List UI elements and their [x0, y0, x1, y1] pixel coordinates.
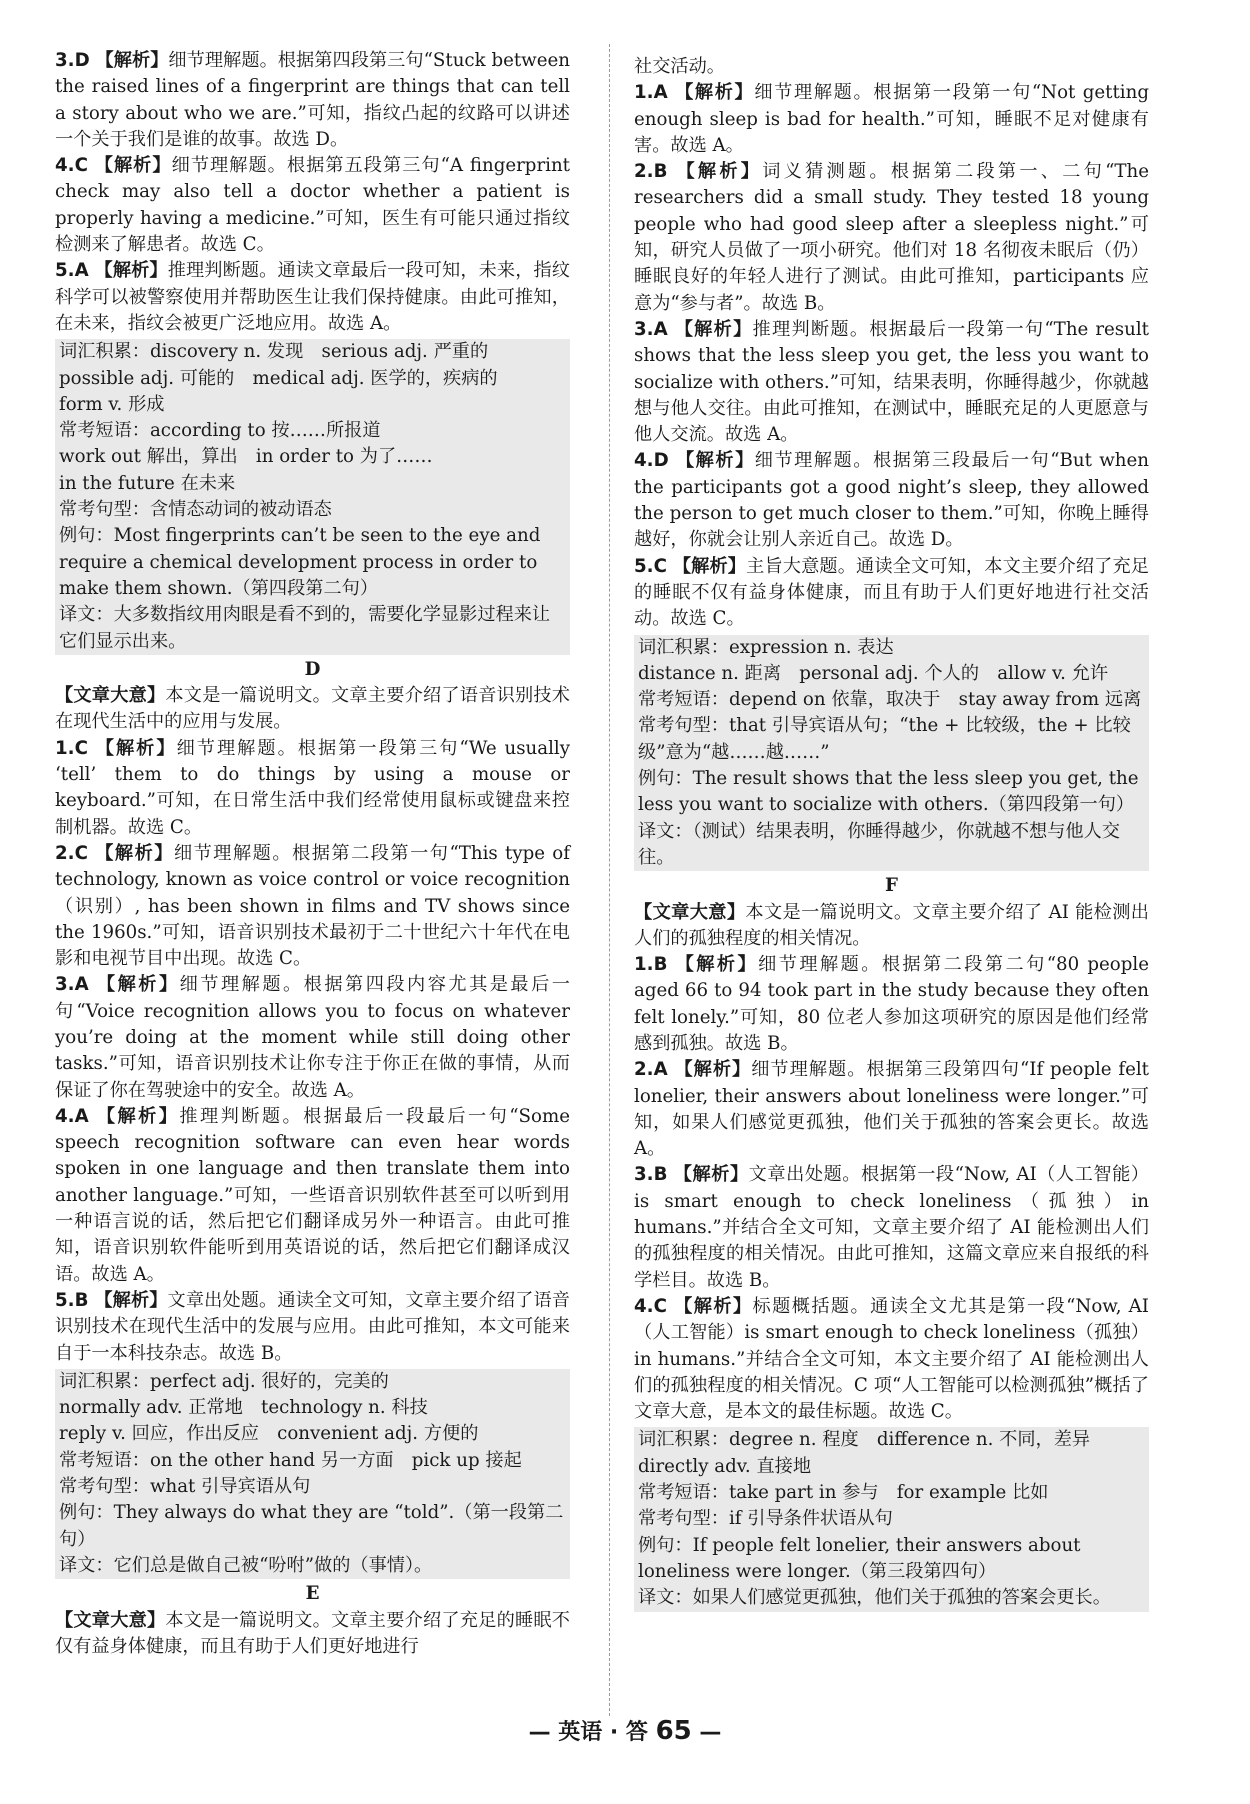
box-line: distance n. 距离 personal adj. 个人的 allow v. 允许 — [638, 662, 1109, 684]
answer-e2: 2.B 【解析】词义猜测题。根据第二段第一、二句“The researchers did a small study. They tested 18 young people who had good sleep after a sleepless night.”可知，研究人员做了一项小研究。他们对 18 名彻夜未眠后（仍）睡眠良好的年轻人进行了测试。由此可推知，participants 应意为“参与者”。故选 B。 — [634, 161, 1149, 314]
answer-d3: 3.A 【解析】细节理解题。根据第四段内容尤其是最后一句“Voice recognition allows you to focus on whatever you’re doing at the moment while still doing other tasks.”可知，语音识别技术让你专注于你正在做的事情，从而保证了你在驾驶途中的安全。故选 A。 — [55, 974, 570, 1101]
vocab-box-f — [634, 1427, 1149, 1611]
vocab-box-c — [55, 339, 570, 655]
left-column — [55, 48, 570, 1660]
answer-e5: 5.C 【解析】主旨大意题。通读全文可知，本文主要介绍了充足的睡眠不仅有益身体健康，而且有助于人们更好地进行社交活动。故选 C。 — [634, 555, 1149, 630]
box-line: 常考短语：depend on 依靠，取决于 stay away from 远离 — [638, 689, 1142, 711]
answer-3d: 3.D 【解析】细节理解题。根据第四段第三句“Stuck between the raised lines of a fingerprint are things that can tell a story about who we are.”可知，指纹凸起的纹路可以讲述一个关于我们是谁的故事。故选 D。 — [55, 50, 570, 150]
box-line: 译文：大多数指纹用肉眼是看不到的，需要化学显影过程来让它们显示出来。 — [59, 604, 551, 652]
box-line: 常考句型：if 引导条件状语从句 — [638, 1508, 893, 1530]
box-line: 词汇积累：degree n. 程度 difference n. 不同，差异 — [638, 1429, 1091, 1451]
box-line: 译文：如果人们感觉更孤独，他们关于孤独的答案会更长。 — [638, 1587, 1111, 1609]
box-line: 例句：If people felt lonelier, their answers about loneliness were longer.（第三段第四句） — [638, 1534, 1081, 1582]
answer-e3: 3.A 【解析】推理判断题。根据最后一段第一句“The result shows that the less sleep you get, the less you want to socialize with others.”可知，结果表明，你睡得越少，你就越想与他人交往。由此可推知，在测试中，睡眠充足的人更愿意与他人交流。故选 A。 — [634, 318, 1149, 446]
section-e-intro-continued: 社交活动。 — [634, 56, 725, 77]
section-f-intro: 【文章大意】本文是一篇说明文。文章主要介绍了 AI 能检测出人们的孤独程度的相关情况。 — [634, 901, 1149, 949]
box-line: reply v. 回应，作出反应 convenient adj. 方便的 — [59, 1423, 479, 1445]
box-line: 译文：它们总是做自己被“吩咐”做的（事情）。 — [59, 1554, 433, 1576]
answer-f3: 3.B 【解析】文章出处题。根据第一段“Now, AI（人工智能）is smart enough to check loneliness（孤独）in humans.”并结合全文可知，文章主要介绍了 AI 能检测出人们的孤独程度的相关情况。由此可推知，这篇文章应来自报纸的科学栏目。故选 B。 — [634, 1164, 1149, 1291]
box-line: 常考句型：what 引导宾语从句 — [59, 1476, 311, 1498]
box-line: 词汇积累：expression n. 表达 — [638, 636, 894, 658]
box-line: 词汇积累：discovery n. 发现 serious adj. 严重的 — [59, 341, 489, 363]
vocab-box-d — [55, 1369, 570, 1579]
section-d-intro: 【文章大意】本文是一篇说明文。文章主要介绍了语音识别技术在现代生活中的应用与发展。 — [55, 685, 570, 733]
answer-f4: 4.C 【解析】标题概括题。通读全文尤其是第一段“Now, AI（人工智能）is smart enough to check loneliness（孤独）in humans.”并结合全文可知，本文主要介绍了 AI 能检测出人们的孤独程度的相关情况。C 项“人工智能可以检测孤独”概括了文章大意，是本文的最佳标题。故选 C。 — [634, 1295, 1149, 1423]
page-number: 65 — [655, 1716, 692, 1746]
answer-d2: 2.C 【解析】细节理解题。根据第二段第一句“This type of technology, known as voice control or voice recognition（识别）, has been shown in films and TV shows since the 1960s.”可知，语音识别技术最初于二十世纪六十年代在电影和电视节目中出现。故选 C。 — [55, 842, 570, 970]
page-footer — [0, 1718, 1250, 1746]
answer-e1: 1.A 【解析】细节理解题。根据第一段第一句“Not getting enough sleep is bad for health.”可知，睡眠不足对健康有害。故选 A。 — [634, 82, 1149, 156]
box-line: 常考短语：take part in 参与 for example 比如 — [638, 1482, 1049, 1504]
box-line: 译文：（测试）结果表明，你睡得越少，你就越不想与他人交往。 — [638, 820, 1120, 868]
answer-4c: 4.C 【解析】细节理解题。根据第五段第三句“A fingerprint check may also tell a doctor whether a patient is properly having a medicine.”可知，医生有可能只通过指纹检测来了解患者。故选 C。 — [55, 155, 570, 256]
box-line: 词汇积累：perfect adj. 很好的，完美的 — [59, 1370, 389, 1392]
answer-d5: 5.B 【解析】文章出处题。通读全文可知，文章主要介绍了语音识别技术在现代生活中的发展与应用。由此可推知，本文可能来自于一本科技杂志。故选 B。 — [55, 1289, 570, 1364]
box-line: in the future 在未来 — [59, 472, 236, 494]
box-line: 常考句型：that 引导宾语从句；“the + 比较级，the + 比较级”意为“越……越……” — [638, 715, 1131, 763]
answer-5a: 5.A 【解析】推理判断题。通读文章最后一段可知，未来，指纹科学可以被警察使用并帮助医生让我们保持健康。由此可推知，在未来，指纹会被更广泛地应用。故选 A。 — [55, 260, 570, 334]
answer-d4: 4.A 【解析】推理判断题。根据最后一段最后一句“Some speech recognition software can even hear words spoken in one language and then translate them into another language.”可知，一些语音识别软件甚至可以听到用一种语言说的话，然后把它们翻译成另外一种语言。由此可推知，语音识别软件能听到用英语说的话，然后把它们翻译成汉语。故选 A。 — [55, 1105, 570, 1285]
right-column — [634, 54, 1149, 1614]
box-line: 例句：Most fingerprints can’t be seen to the eye and require a chemical development process in order to make them shown.（第四段第二句） — [59, 525, 541, 599]
answer-f2: 2.A 【解析】细节理解题。根据第三段第四句“If people felt lonelier, their answers about loneliness were longer.”可知，如果人们感觉更孤独，他们关于孤独的答案会更长。故选 A。 — [634, 1059, 1149, 1160]
section-d-heading: D — [304, 658, 321, 680]
box-line: 常考短语：on the other hand 另一方面 pick up 接起 — [59, 1449, 522, 1471]
answer-e4: 4.D 【解析】细节理解题。根据第三段最后一句“But when the participants got a good night’s sleep, they allowed the person to get much closer to them.”可知，你晚上睡得越好，你就会让别人亲近自己。故选 D。 — [634, 450, 1149, 551]
answer-d1: 1.C 【解析】细节理解题。根据第一段第三句“We usually ‘tell’ them to do things by using a mouse or keyboard.”可知，在日常生活中我们经常使用鼠标或键盘来控制机器。故选 C。 — [55, 737, 570, 838]
box-line: work out 解出，算出 in order to 为了…… — [59, 446, 433, 468]
column-divider — [609, 44, 610, 1716]
box-line: 例句：The result shows that the less sleep you get, the less you want to socialize with others.（第四段第一句） — [638, 768, 1139, 816]
answer-f1: 1.B 【解析】细节理解题。根据第二段第二句“80 people aged 66 to 94 took part in the study because they often felt lonely.”可知，80 位老人参加这项研究的原因是他们经常感到孤独。故选 B。 — [634, 954, 1149, 1054]
box-line: form v. 形成 — [59, 393, 165, 415]
box-line: directly adv. 直接地 — [638, 1455, 812, 1477]
box-line: possible adj. 可能的 medical adj. 医学的，疾病的 — [59, 367, 498, 389]
box-line: normally adv. 正常地 technology n. 科技 — [59, 1397, 428, 1419]
box-line: 常考短语：according to 按……所报道 — [59, 420, 381, 442]
box-line: 常考句型：含情态动词的被动语态 — [59, 499, 332, 521]
section-f-heading: F — [885, 875, 898, 897]
footer-suffix: — — [691, 1720, 722, 1745]
box-line: 例句：They always do what they are “told”.（第一段第二句） — [59, 1502, 564, 1550]
section-e-intro: 【文章大意】本文是一篇说明文。文章主要介绍了充足的睡眠不仅有益身体健康，而且有助于人们更好地进行 — [55, 1609, 570, 1657]
footer-prefix: — 英语 · 答 — [528, 1720, 656, 1745]
vocab-box-e — [634, 635, 1149, 872]
section-e-heading: E — [305, 1583, 320, 1605]
